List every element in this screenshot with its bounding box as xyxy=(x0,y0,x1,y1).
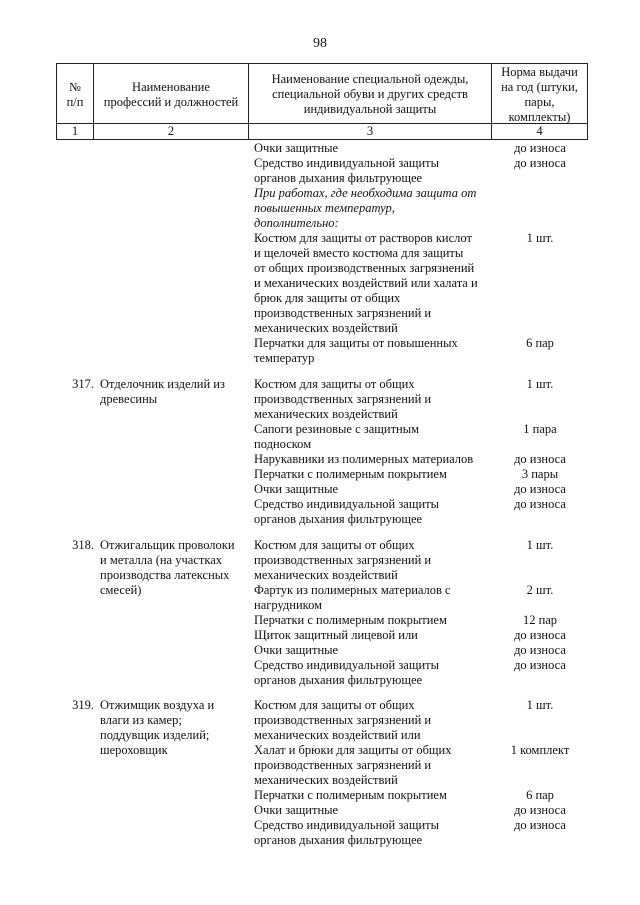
item-text: производственных загрязнений и xyxy=(254,306,432,320)
profession-text: шероховщик xyxy=(100,743,168,757)
header-text: п/п xyxy=(66,94,84,109)
norm-list xyxy=(494,377,586,512)
header-text: пары, xyxy=(524,94,555,109)
header-text: комплекты) xyxy=(508,109,571,124)
profession-text: поддувщик изделий; xyxy=(100,728,210,742)
norm-value: 1 комплект xyxy=(510,743,570,757)
norm-value: 1 шт. xyxy=(526,231,554,245)
item-text: Костюм для защиты от общих xyxy=(254,698,415,712)
item-list xyxy=(254,698,490,848)
item-text: Костюм для защиты от растворов кислот xyxy=(254,231,472,245)
norm-value: 1 шт. xyxy=(526,377,554,391)
header-text: № xyxy=(69,79,81,94)
item-text: Средство индивидуальной защиты xyxy=(254,818,440,832)
norm-value: до износа xyxy=(514,141,566,155)
norm-value: 2 шт. xyxy=(526,583,554,597)
column-number: 1 xyxy=(57,124,94,139)
header-col-number xyxy=(57,64,94,125)
norm-value: 6 пар xyxy=(526,336,554,350)
profession-text: древесины xyxy=(100,392,158,406)
item-text: Перчатки для защиты от повышенных xyxy=(254,336,458,350)
item-text: Очки защитные xyxy=(254,482,339,496)
norm-value: 6 пар xyxy=(526,788,554,802)
profession-name xyxy=(100,698,248,758)
profession-name xyxy=(100,377,248,407)
item-text: Халат и брюки для защиты от общих xyxy=(254,743,452,757)
column-numbers-row xyxy=(56,124,588,140)
item-list xyxy=(254,377,490,527)
item-text: Очки защитные xyxy=(254,643,339,657)
item-text: механических воздействий xyxy=(254,568,398,582)
norm-value: 12 пар xyxy=(522,613,558,627)
item-text: Перчатки с полимерным покрытием xyxy=(254,788,447,802)
profession-text: производства латексных xyxy=(100,568,230,582)
profession-text: Отжигальщик проволоки xyxy=(100,538,235,552)
entry-number: 318. xyxy=(72,538,94,552)
norm-value: 1 шт. xyxy=(526,698,554,712)
norm-list xyxy=(494,141,586,351)
item-text: Сапоги резиновые с защитным xyxy=(254,422,420,436)
norm-list xyxy=(494,698,586,833)
item-text: производственных загрязнений и xyxy=(254,553,432,567)
header-text: специальной обуви и других средств xyxy=(272,87,468,101)
item-text: Очки защитные xyxy=(254,803,339,817)
entry-number: 317. xyxy=(72,377,94,391)
item-list xyxy=(254,141,490,366)
profession-name xyxy=(100,538,248,598)
header-col-equipment xyxy=(249,64,492,125)
norm-value: до износа xyxy=(514,156,566,170)
item-text: механических воздействий xyxy=(254,407,398,421)
header-text: индивидуальной защиты xyxy=(303,102,437,116)
header-col-profession xyxy=(94,64,249,125)
header-text: Наименование специальной одежды, xyxy=(271,72,469,86)
norm-value: до износа xyxy=(514,643,566,657)
item-text: производственных загрязнений и xyxy=(254,758,432,772)
item-text: и щелочей вместо костюма для защиты xyxy=(254,246,464,260)
header-text: на год (штуки, xyxy=(501,79,578,94)
norm-value: 1 пара xyxy=(523,422,557,436)
profession-text: Отделочник изделий из xyxy=(100,377,225,391)
column-number: 4 xyxy=(536,124,543,138)
profession-text: и металла (на участках xyxy=(100,553,222,567)
entry-number: 319. xyxy=(72,698,94,712)
item-text: от общих производственных загрязнений xyxy=(254,261,475,275)
header-col-norm xyxy=(492,64,587,125)
item-text: нагрудником xyxy=(254,598,323,612)
norm-value: до износа xyxy=(514,628,566,642)
table-header xyxy=(56,63,588,124)
item-text: механических воздействий или xyxy=(254,728,421,742)
item-text: органов дыхания фильтрующее xyxy=(254,512,423,526)
column-number: 2 xyxy=(94,124,249,139)
profession-text: смесей) xyxy=(100,583,142,597)
norm-value: до износа xyxy=(514,482,566,496)
item-text: производственных загрязнений и xyxy=(254,713,432,727)
norm-value: до износа xyxy=(514,803,566,817)
item-text: Щиток защитный лицевой или xyxy=(254,628,418,642)
item-text: Средство индивидуальной защиты xyxy=(254,156,440,170)
norm-value: до износа xyxy=(514,818,566,832)
item-text: Очки защитные xyxy=(254,141,339,155)
item-text: Средство индивидуальной защиты xyxy=(254,658,440,672)
item-text: Перчатки с полимерным покрытием xyxy=(254,613,447,627)
header-text: Норма выдачи xyxy=(501,64,578,79)
item-text: Фартук из полимерных материалов с xyxy=(254,583,451,597)
item-text: органов дыхания фильтрующее xyxy=(254,673,423,687)
page-number: 98 xyxy=(313,36,327,51)
item-text: механических воздействий xyxy=(254,321,398,335)
item-text: температур xyxy=(254,351,315,365)
column-number: 3 xyxy=(249,124,492,139)
item-text: органов дыхания фильтрующее xyxy=(254,171,423,185)
norm-list xyxy=(494,538,586,673)
item-text: Костюм для защиты от общих xyxy=(254,538,415,552)
item-text: подноском xyxy=(254,437,312,451)
item-text: Костюм для защиты от общих xyxy=(254,377,415,391)
norm-value: до износа xyxy=(514,452,566,466)
item-list xyxy=(254,538,490,688)
profession-text: влаги из камер; xyxy=(100,713,182,727)
item-text: Средство индивидуальной защиты xyxy=(254,497,440,511)
norm-value: до износа xyxy=(514,497,566,511)
norm-value: 1 шт. xyxy=(526,538,554,552)
item-text: механических воздействий xyxy=(254,773,398,787)
item-text: производственных загрязнений и xyxy=(254,392,432,406)
header-text: профессий и должностей xyxy=(103,94,239,109)
item-note: дополнительно: xyxy=(254,216,339,230)
item-note: повышенных температур, xyxy=(254,201,395,215)
item-note: При работах, где необходима защита от xyxy=(254,186,477,200)
norm-value: 3 пары xyxy=(521,467,559,481)
item-text: Перчатки с полимерным покрытием xyxy=(254,467,447,481)
item-text: Нарукавники из полимерных материалов xyxy=(254,452,474,466)
norm-value: до износа xyxy=(514,658,566,672)
item-text: органов дыхания фильтрующее xyxy=(254,833,423,847)
item-text: и механических воздействий или халата и xyxy=(254,276,478,290)
item-text: брюк для защиты от общих xyxy=(254,291,401,305)
header-text: Наименование xyxy=(132,79,210,94)
profession-text: Отжимщик воздуха и xyxy=(100,698,215,712)
